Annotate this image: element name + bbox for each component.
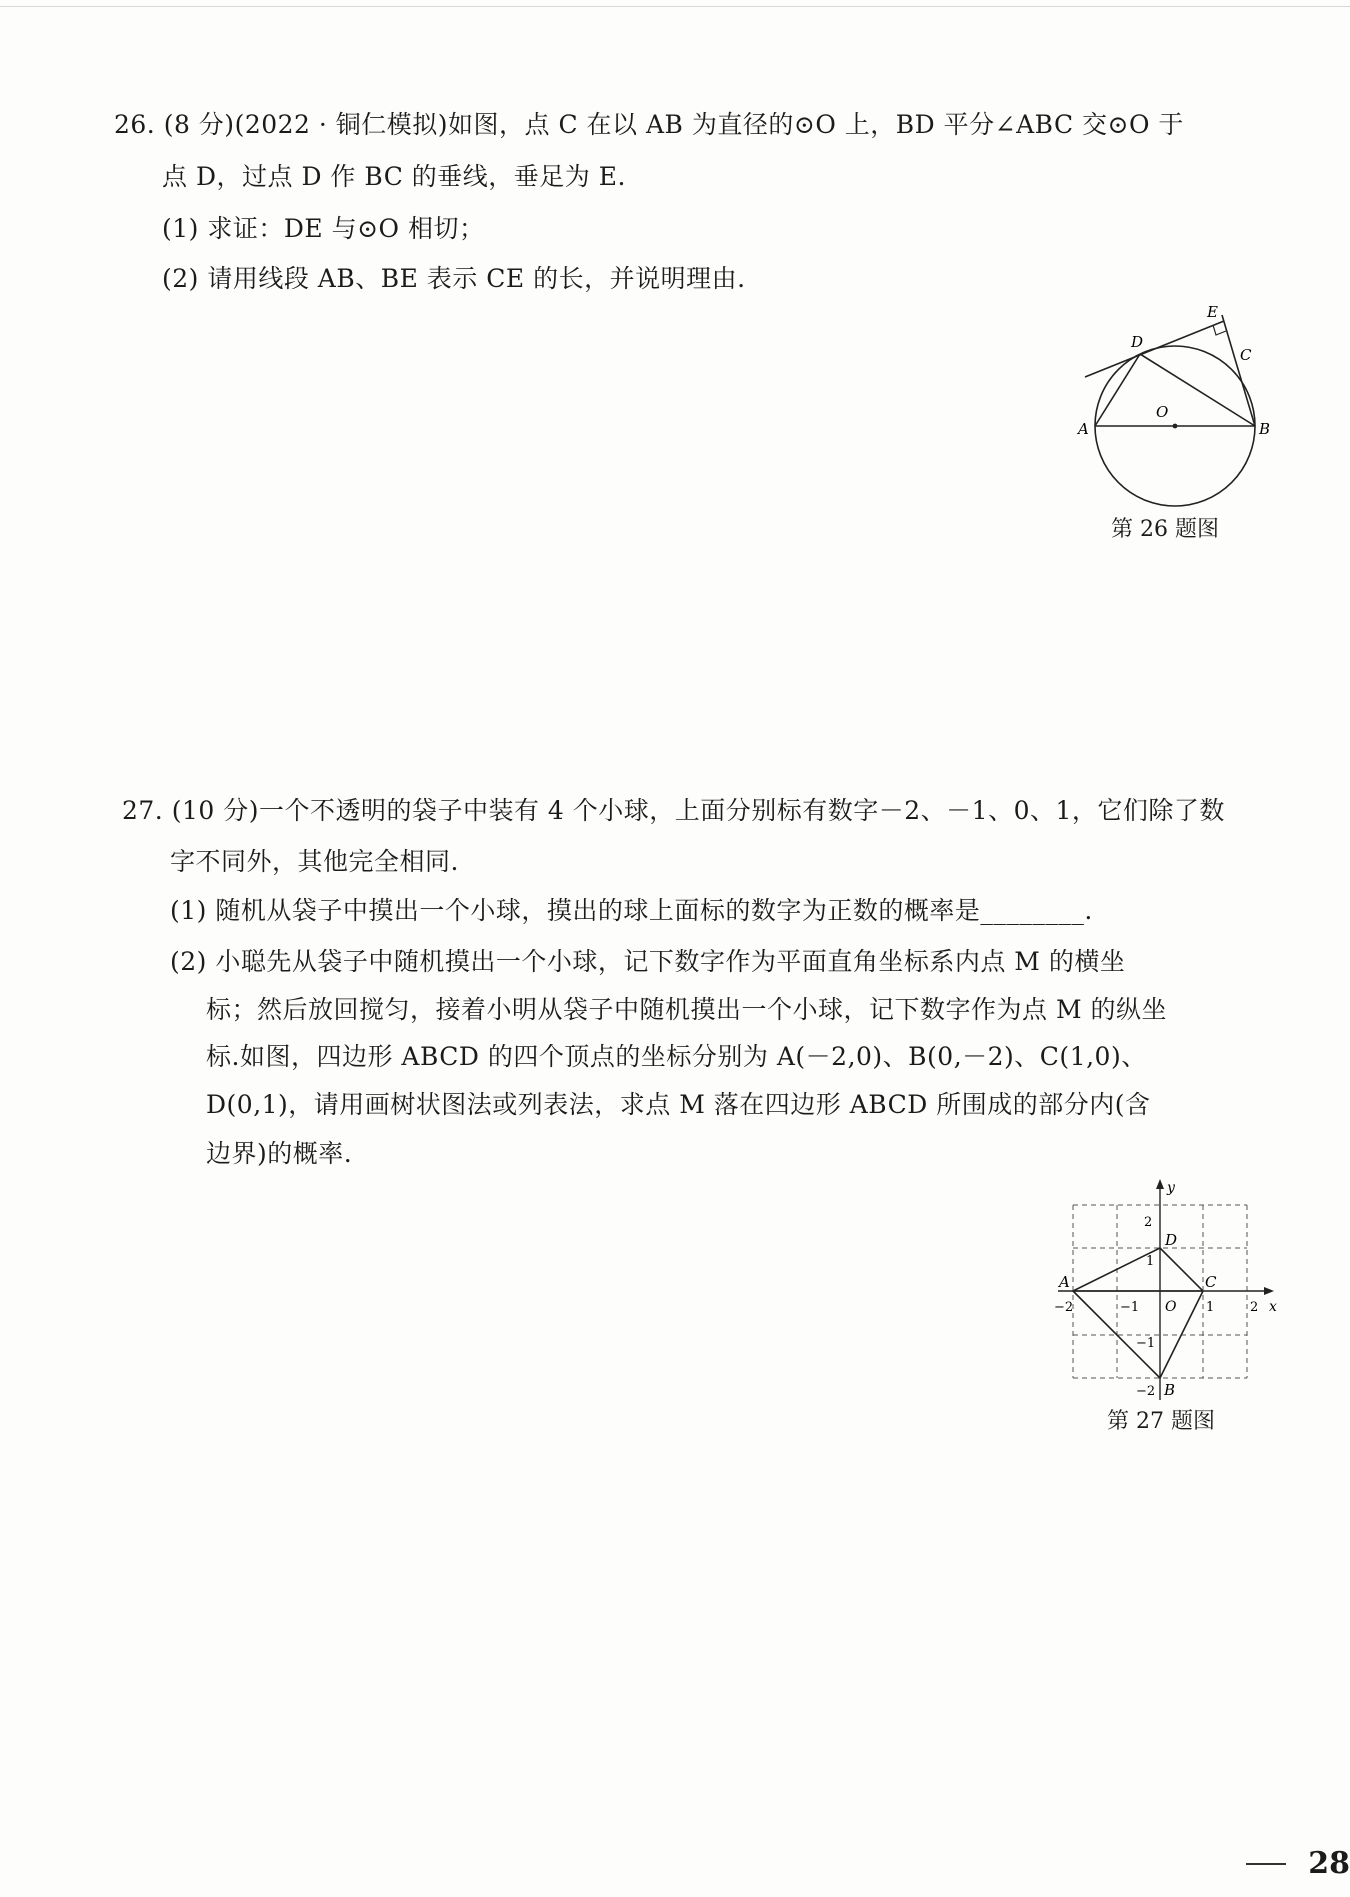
- q26-stem-line1: 26. (8 分)(2022 · 铜仁模拟)如图，点 C 在以 AB 为直径的⊙O 上，BD 平分∠ABC 交⊙O 于: [114, 110, 1184, 139]
- tick-x-1: 1: [1206, 1300, 1215, 1315]
- tick-x-neg1: −1: [1120, 1300, 1140, 1315]
- label-c: C: [1205, 1273, 1217, 1291]
- q26-figure: [1065, 295, 1280, 535]
- label-c: C: [1240, 346, 1252, 364]
- q27-stem-line2: 字不同外，其他完全相同.: [170, 847, 459, 876]
- center-dot: [1173, 424, 1178, 429]
- x-axis-arrow: [1264, 1287, 1274, 1295]
- q27-stem-line1: 27. (10 分)一个不透明的袋子中装有 4 个小球，上面分别标有数字－2、－1、0、1，它们除了数: [122, 796, 1225, 825]
- tick-y-neg1: −1: [1136, 1336, 1156, 1351]
- label-a: A: [1078, 420, 1089, 438]
- right-angle-mark: [1213, 325, 1226, 335]
- label-d: D: [1165, 1231, 1178, 1249]
- label-o: O: [1156, 403, 1169, 421]
- q27-part2-line4: D(0,1)，请用画树状图法或列表法，求点 M 落在四边形 ABCD 所围成的部分内(含: [206, 1090, 1151, 1119]
- tangent-de: [1085, 321, 1224, 377]
- q26-part2: (2) 请用线段 AB、BE 表示 CE 的长，并说明理由.: [162, 264, 746, 293]
- y-axis-arrow: [1156, 1179, 1164, 1189]
- label-b: B: [1164, 1381, 1176, 1399]
- label-d: D: [1131, 333, 1144, 351]
- footer-dash: [1246, 1863, 1286, 1865]
- q27-part2-line3: 标.如图，四边形 ABCD 的四个顶点的坐标分别为 A(－2,0)、B(0,－2)、C(1,0)、: [206, 1042, 1147, 1071]
- q26-stem-line2: 点 D，过点 D 作 BC 的垂线，垂足为 E.: [162, 162, 626, 191]
- tick-x-neg2: −2: [1054, 1300, 1074, 1315]
- q27-part1: (1) 随机从袋子中摸出一个小球，摸出的球上面标的数字为正数的概率是________.: [170, 896, 1093, 925]
- q27-part2-line5: 边界)的概率.: [206, 1139, 353, 1168]
- q27-figure: [1050, 1175, 1280, 1410]
- page-footer: [1246, 1846, 1350, 1881]
- tick-y-neg2: −2: [1136, 1384, 1156, 1399]
- label-a: A: [1059, 1273, 1070, 1291]
- axis-label-y: y: [1167, 1180, 1175, 1196]
- axis-label-x: x: [1269, 1299, 1277, 1315]
- label-e: E: [1207, 303, 1218, 321]
- tick-y-1: 1: [1146, 1254, 1155, 1269]
- q27-figure-caption: 第 27 题图: [1107, 1409, 1215, 1434]
- origin-label: O: [1165, 1299, 1177, 1315]
- q26-figure-caption: 第 26 题图: [1111, 517, 1219, 542]
- tick-y-2: 2: [1144, 1215, 1153, 1230]
- q26-part1: (1) 求证：DE 与⊙O 相切；: [162, 214, 485, 243]
- q27-part2-line1: (2) 小聪先从袋子中随机摸出一个小球，记下数字作为平面直角坐标系内点 M 的横坐: [170, 947, 1126, 976]
- q27-part2-line2: 标；然后放回搅匀，接着小明从袋子中随机摸出一个小球，记下数字作为点 M 的纵坐: [206, 995, 1167, 1024]
- label-b: B: [1259, 420, 1271, 438]
- page-number: 28: [1308, 1846, 1350, 1881]
- top-rule: [0, 6, 1350, 7]
- tick-x-2: 2: [1250, 1300, 1259, 1315]
- segment-ad: [1095, 354, 1140, 426]
